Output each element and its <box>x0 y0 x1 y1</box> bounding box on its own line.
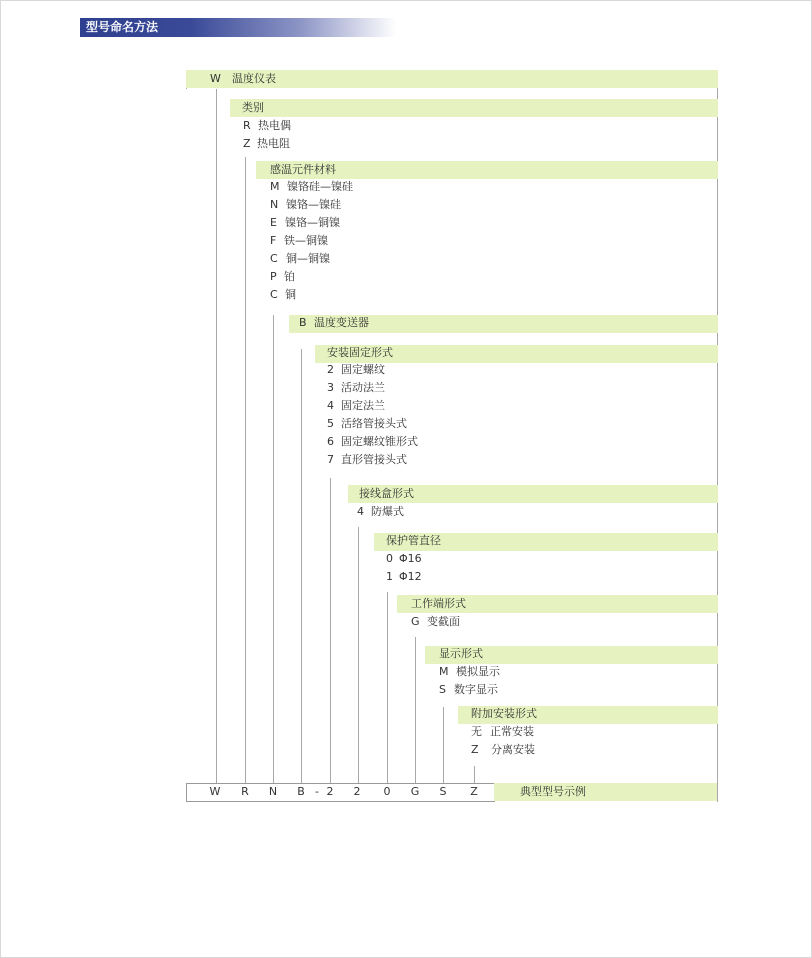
option-code: 7 <box>327 453 334 466</box>
display-heading: 显示形式 <box>439 647 483 660</box>
example-code-char: 0 <box>383 785 391 798</box>
option-code: C <box>270 288 278 301</box>
connector-line-mount <box>330 478 331 783</box>
option-code: E <box>270 216 277 229</box>
option-label: 变截面 <box>427 615 460 628</box>
option-label: 分离安装 <box>491 743 535 756</box>
option-code: 1 <box>386 570 393 583</box>
category-heading: 类别 <box>242 101 264 114</box>
option-label: 正常安装 <box>490 725 534 738</box>
connector-line-n <box>273 315 274 783</box>
example-label-bar <box>494 783 717 801</box>
option-code: Z <box>471 743 479 756</box>
connector-line-box <box>358 527 359 783</box>
option-label: 镍铬—镍硅 <box>286 198 341 211</box>
option-label: 数字显示 <box>454 683 498 696</box>
transmitter-code: B <box>299 316 307 329</box>
example-code-char: 2 <box>326 785 334 798</box>
option-code: C <box>270 252 278 265</box>
connector-line-tube <box>387 592 388 783</box>
extra-mounting-heading: 附加安装形式 <box>471 707 537 720</box>
connector-line-display <box>443 707 444 783</box>
working-end-heading: 工作端形式 <box>411 597 466 610</box>
option-code: 4 <box>327 399 334 412</box>
option-label: 活络管接头式 <box>341 417 407 430</box>
option-code: 3 <box>327 381 334 394</box>
option-label: 固定螺纹 <box>341 363 385 376</box>
option-label: 活动法兰 <box>341 381 385 394</box>
option-code: R <box>243 119 251 132</box>
option-code: Z <box>243 137 251 150</box>
root-code: W <box>210 72 221 85</box>
option-code: M <box>270 180 280 193</box>
transmitter-label: 温度变送器 <box>314 316 369 329</box>
option-code: 6 <box>327 435 334 448</box>
option-label: Φ12 <box>399 570 422 583</box>
option-label: 固定螺纹锥形式 <box>341 435 418 448</box>
root-label: 温度仪表 <box>232 72 276 85</box>
connector-line-b <box>301 349 302 783</box>
sensor-material-heading: 感温元件材料 <box>270 163 336 176</box>
option-code: 5 <box>327 417 334 430</box>
option-code: G <box>411 615 420 628</box>
example-code-char: G <box>410 785 420 798</box>
option-label: 热电阻 <box>257 137 290 150</box>
option-label: 模拟显示 <box>456 665 500 678</box>
example-code-char: Z <box>470 785 478 798</box>
option-label: 铜—铜镍 <box>286 252 330 265</box>
example-label: 典型型号示例 <box>520 785 586 798</box>
option-label: 固定法兰 <box>341 399 385 412</box>
example-code-char: 2 <box>353 785 361 798</box>
option-label: Φ16 <box>399 552 422 565</box>
option-label: 直形管接头式 <box>341 453 407 466</box>
connector-line-w <box>216 89 217 783</box>
option-label: 镍铬硅—镍硅 <box>287 180 353 193</box>
option-label: 铁—铜镍 <box>284 234 328 247</box>
example-code-char: N <box>268 785 278 798</box>
option-code: 0 <box>386 552 393 565</box>
example-code-char: W <box>209 785 221 798</box>
junction-box-heading: 接线盒形式 <box>359 487 414 500</box>
option-code: 无 <box>471 725 482 738</box>
option-code: N <box>270 198 279 211</box>
connector-line-end <box>415 637 416 783</box>
option-label: 铜 <box>285 288 296 301</box>
option-label: 铂 <box>284 270 295 283</box>
mounting-heading: 安装固定形式 <box>327 346 393 359</box>
connector-line-extra <box>474 766 475 783</box>
example-code-char: S <box>439 785 447 798</box>
connector-line-r <box>245 157 246 783</box>
option-code: S <box>439 683 446 696</box>
option-code: P <box>270 270 277 283</box>
example-code-char: R <box>241 785 249 798</box>
frame-right-border <box>717 70 718 802</box>
option-label: 防爆式 <box>371 505 404 518</box>
option-code: F <box>270 234 277 247</box>
option-code: 4 <box>357 505 364 518</box>
tube-diameter-heading: 保护管直径 <box>386 534 441 547</box>
option-code: 2 <box>327 363 334 376</box>
option-label: 热电偶 <box>258 119 291 132</box>
option-code: M <box>439 665 449 678</box>
option-label: 镍铬—铜镍 <box>285 216 340 229</box>
title-banner <box>80 18 396 37</box>
example-code-char: B <box>297 785 305 798</box>
example-code-char: - <box>315 785 319 798</box>
page-title: 型号命名方法 <box>86 20 159 34</box>
category-header-bar <box>230 99 718 117</box>
